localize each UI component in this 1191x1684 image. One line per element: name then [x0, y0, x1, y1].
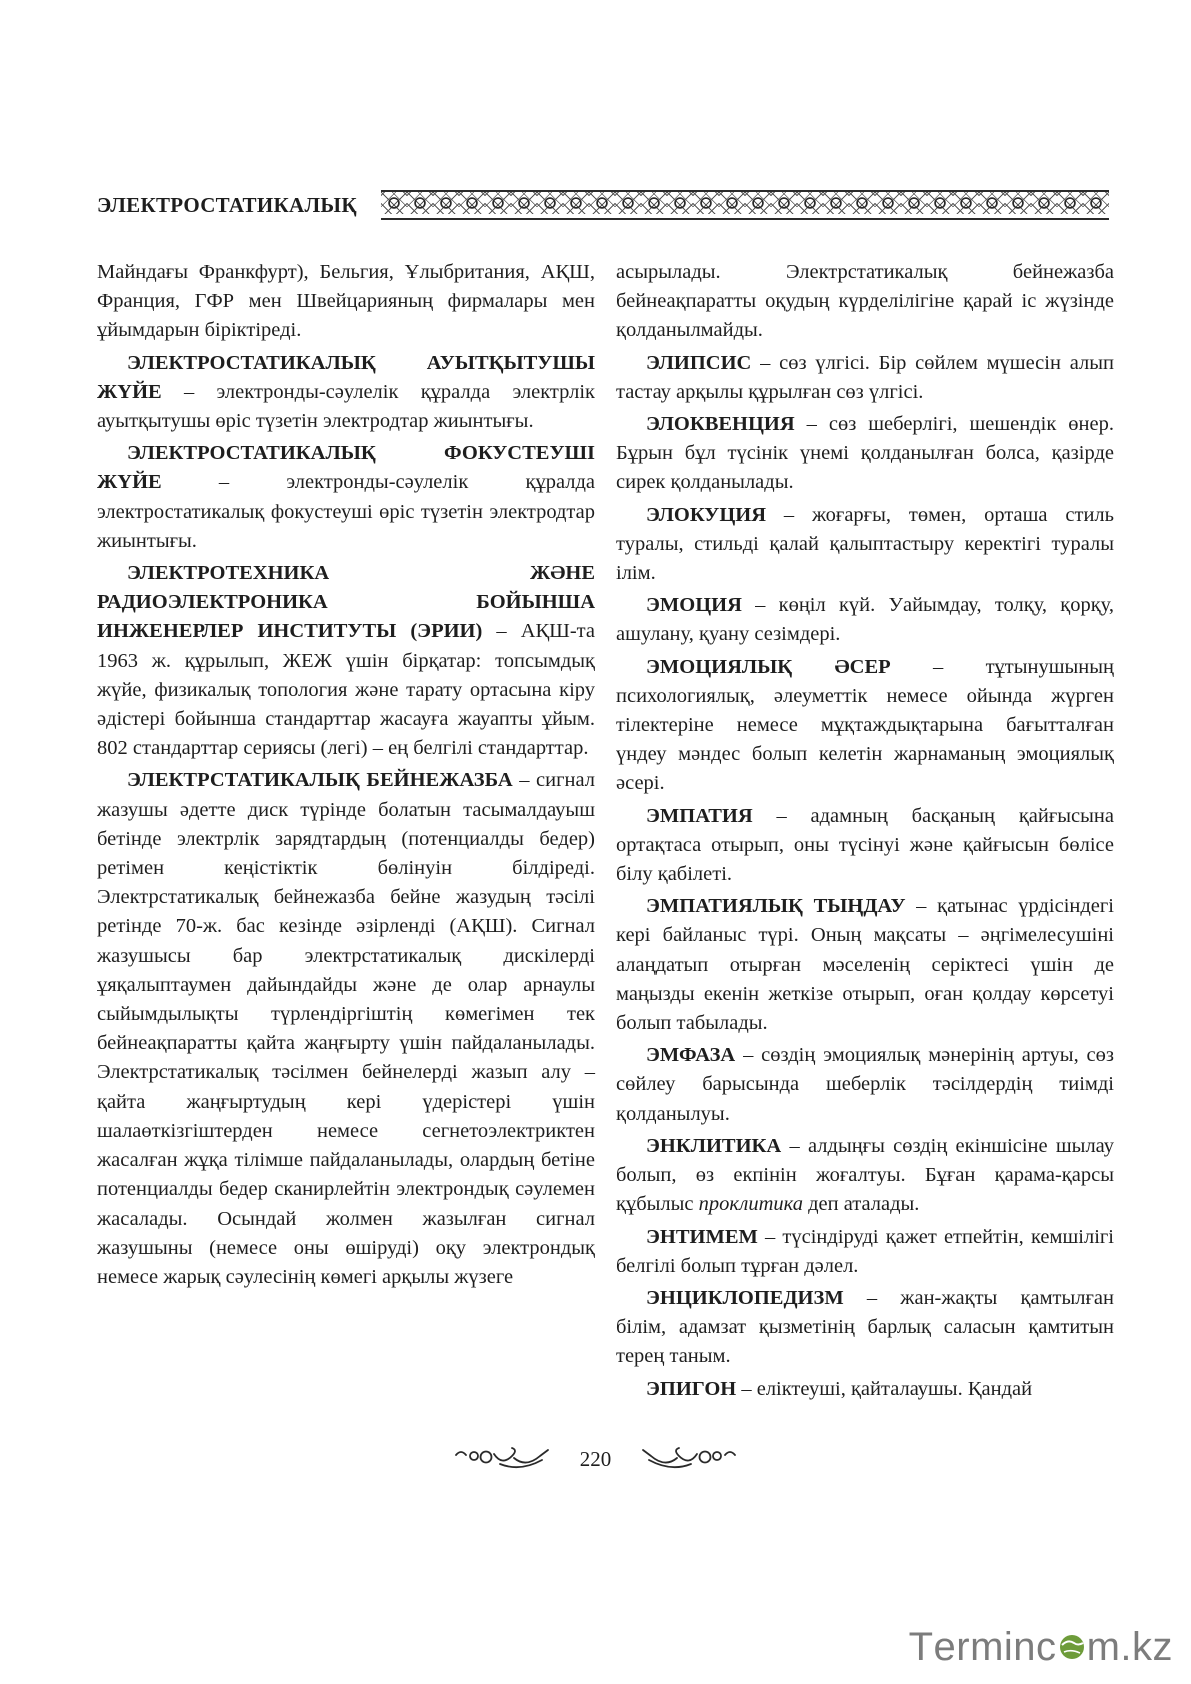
entry-term: ЭМФАЗА	[646, 1044, 736, 1067]
entry-term: ЭЛЕКТРОТЕХНИКА ЖӘНЕ РАДИОЭЛЕКТРОНИКА БОЙЫНША ИНЖЕНЕРЛЕР ИНСТИТУТЫ (ЭРИИ)	[97, 562, 595, 643]
entry-term: ЭЛИПСИС	[646, 351, 752, 374]
entry-text: – тұтынушының психологиялық, әлеуметтік немесе ойында жүрген тілектеріне немесе мұқтаждықтарына бағытталған үндеу мәндес болып келетін жарнаманың эмоциялық әсері.	[616, 655, 1115, 795]
watermark-middle: erminc	[933, 1624, 1057, 1669]
entry	[616, 258, 1114, 346]
entry-text: – АҚШ-та 1963 ж. құрылып, ЖЕЖ үшін бірқатар: топсымдық жүйе, физикалық топология және тарату ортасына кіру әдістері бойынша стандарттар жасауға жауапты ұйым. 802 стандарттар сериясы (легі) – ең белгілі стандарттар.	[97, 620, 595, 760]
entry	[97, 258, 595, 346]
running-title: ЭЛЕКТРОСТАТИКАЛЫҚ	[97, 192, 357, 217]
entry-text: – жан-жақты қамтылған білім, адамзат қызметінің барлық саласын қамтитын терең таным.	[616, 1286, 1114, 1368]
entry-text: – электронды-сәулелік құралда электростатикалық фокустеуші өріс түзетін электродтар жиынтығы.	[97, 471, 595, 552]
entry-text: – сөз шеберлігі, шешендік өнер. Бұрын бұл түсінік үнемі қолданылған болса, қазірде сирек қолданылады.	[616, 413, 1114, 494]
ornament-left-icon	[454, 1446, 550, 1472]
entry-text: – сигнал жазушы әдетте диск түрінде болатын тасымалдауыш бетінде электрлік зарядтардың (потенциалды бедер) ретімен кеңістіктік бөлінуін білдіреді. Электрстатикалық бейнежазба бейне жазудың тәсілі ретінде 70-ж. бас кезінде әзірленді (АҚШ). Сигнал жазушысы бар электрстатикалық дискілерді ұяқалыптаумен дайындайды және де олар арнаулы сыйымдылықты түрлендіргіштің көмегімен тек бейнеақпаратты қайта жаңғырту үшін пайдаланылады. Электрстатикалық тәсілмен бейнелерді жазып алу – қайта жаңғыртудың кері үдерістері үшін шалаөткізгіштерден немесе сегнетоэлектриктен жасалған жұқа тілімше пайдаланылады, олардың бетіне потенциалды бедер сканирлейтін электрондық сәулемен жасалады. Осындай жолмен жазылған сигнал жазушыны (немесе оны өшіруді) оқу электрондық немесе жарық сәулесінің көмегі арқылы жүзеге	[97, 769, 595, 1288]
running-head	[97, 188, 1109, 222]
entry-text: – жоғарғы, төмен, орташа стиль туралы, стильді қалай қалыптастыру керектігі туралы ілім.	[616, 503, 1114, 585]
entry-text: – қатынас үрдісіндегі кері байланыс түрі. Оның мақсаты – әңгімелесушіні алаңдатып отырған мәселенің серіктесі үшін де маңызды екенін жеткізе отырып, оған қолдау көрсетуі болып табылады.	[616, 895, 1114, 1035]
page-footer	[0, 1444, 1191, 1474]
entry-text: асырылады. Электрстатикалық бейнежазба бейнеақпаратты оқудың күрделілігіне қарай іс жүзінде қолданылмайды.	[616, 261, 1114, 342]
entry-text: – электронды-сәулелік құралда электрлік ауытқытушы өріс түзетін электродтар жиынтығы.	[97, 380, 595, 433]
left-column	[97, 258, 595, 1292]
entry	[97, 349, 595, 437]
right-column	[616, 258, 1114, 1404]
entry	[616, 410, 1114, 498]
entry-term: ЭНТИМЕМ	[646, 1225, 758, 1248]
entry	[616, 802, 1114, 890]
entry	[616, 1223, 1114, 1281]
entry	[616, 501, 1114, 589]
entry	[616, 1375, 1114, 1404]
entry	[616, 591, 1114, 649]
entry-term: ЭЛОКВЕНЦИЯ	[646, 413, 795, 436]
entry	[616, 1132, 1114, 1220]
ornament-right-icon	[641, 1446, 737, 1472]
entry-text: – сөз үлгісі. Бір сөйлем мүшесін алып тастау арқылы құрылған сөз үлгісі.	[616, 351, 1114, 403]
globe-icon	[1057, 1632, 1087, 1662]
entry-term: ЭМПАТИЯЛЫҚ ТЫҢДАУ	[646, 895, 906, 918]
entry-term: ЭМПАТИЯ	[646, 804, 753, 827]
entry	[97, 559, 595, 763]
watermark-prefix: T	[908, 1624, 934, 1669]
ornament-border	[381, 190, 1109, 220]
entry-term: ЭЛОКУЦИЯ	[646, 503, 767, 526]
entry	[616, 1041, 1114, 1129]
entry-term: ЭНКЛИТИКА	[646, 1134, 782, 1157]
entry	[97, 439, 595, 556]
entry	[616, 349, 1114, 407]
entry-text: – адамның басқаның қайғысына ортақтаса отырып, оны түсінуі және қайғысын бөлісе білу қабілеті.	[616, 804, 1114, 886]
entry-text-tail: деп аталады.	[802, 1193, 920, 1216]
entry-text: – алдыңғы сөздің екіншісіне шылау болып, өз екпінін жоғалтуы. Бұған қарама-қарсы құбылыс	[616, 1134, 1114, 1216]
entry-term: ЭЛЕКТРОСТАТИКАЛЫҚ АУЫТҚЫТУШЫ ЖҮЙЕ	[97, 351, 595, 403]
entry	[616, 653, 1114, 799]
entry-italic-term: проклитика	[698, 1193, 803, 1216]
entry-term: ЭЛЕКТРОСТАТИКАЛЫҚ ФОКУСТЕУШІ ЖҮЙЕ	[97, 442, 595, 494]
entry-term: ЭМОЦИЯЛЫҚ ӘСЕР	[646, 655, 891, 678]
watermark-suffix: m.kz	[1086, 1624, 1173, 1669]
page-number: 220	[579, 1446, 612, 1471]
entry-text: – сөздің эмоциялық мәнерінің артуы, сөз сөйлеу барысында шеберлік тәсілдердің тиімді қолданылуы.	[616, 1044, 1114, 1125]
entry-text: – түсіндіруді қажет етпейтін, кемшілігі белгілі болып тұрған дәлел.	[616, 1225, 1114, 1277]
entry-term: ЭМОЦИЯ	[646, 594, 742, 617]
entry-term: ЭЛЕКТРСТАТИКАЛЫҚ БЕЙНЕЖАЗБА	[127, 769, 513, 792]
entry-text: – еліктеуші, қайталаушы. Қандай	[736, 1377, 1033, 1400]
entry-term: ЭНЦИКЛОПЕДИЗМ	[646, 1286, 844, 1309]
entry	[97, 766, 595, 1292]
entry-term: ЭПИГОН	[646, 1377, 737, 1400]
entry-text: Майндағы Франкфурт), Бельгия, Ұлыбритания, АҚШ, Франция, ГФР мен Швейцарияның фирмалары мен ұйымдарын біріктіреді.	[97, 261, 595, 342]
site-watermark	[909, 1622, 1173, 1672]
entry	[616, 892, 1114, 1038]
entry-text: – көңіл күй. Уайымдау, толқу, қорқу, ашулану, қуану сезімдері.	[616, 594, 1114, 646]
entry	[616, 1284, 1114, 1372]
